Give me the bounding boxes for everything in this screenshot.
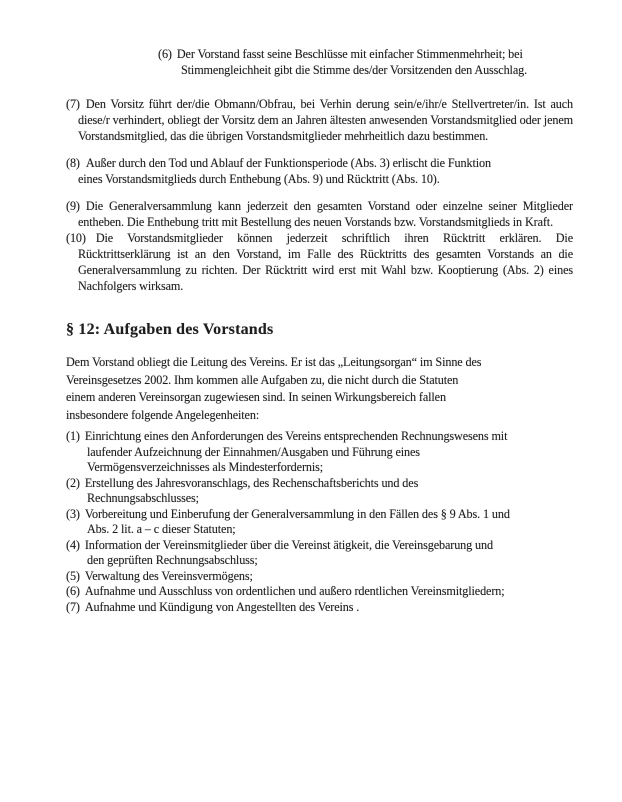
section-12-heading: § 12: Aufgaben des Vorstands [66,321,274,338]
clause-7 [66,96,573,144]
task-1-text: Einrichtung eines den Anforderungen des Vereins entsprechenden Rechnungswesens mit laufender Aufzeichnung der Einnahmen/Ausgaben und Führung eines Vermögensverzeichnisses als Mindesterfordernis; [84,429,508,474]
task-1-number: (1) [66,429,80,443]
task-3-number: (3) [66,506,80,521]
clause-9-number: (9) [66,199,80,213]
task-7 [66,600,573,616]
section-12-intro: Dem Vorstand obliegt die Leitung des Vereins. Er ist das „Leitungsorgan“ im Sinne des Vereinsgesetzes 2002. Ihm kommen alle Aufgaben zu, die nicht durch die Statuten einem anderen Vereinsorgan zugewiesen sind. In seinen Wirkungsbereich fallen insbesondere folgende Angelegenheiten: [66,355,482,422]
task-2-number: (2) [66,475,80,490]
task-6-text: Aufnahme und Ausschluss von ordentlichen und außero rdentlichen Vereinsmitgliedern; [84,584,505,598]
clause-8-text: Außer durch den Tod und Ablauf der Funktionsperiode (Abs. 3) erlischt die Funktion eines Vorstandsmitglieds durch Enthebung (Abs. 9) und Rücktritt (Abs. 10). [78,156,491,186]
task-4 [66,538,573,569]
clause-6 [158,46,573,78]
task-1 [66,429,573,476]
task-7-text: Aufnahme und Kündigung von Angestellten des Vereins . [84,599,360,614]
task-5-text: Verwaltung des Vereinsvermögens; [84,568,253,583]
task-6-number: (6) [66,584,80,598]
task-2-text: Erstellung des Jahresvoranschlags, des Rechenschaftsberichts und des Rechnungsabschlusses; [84,475,419,505]
task-7-number: (7) [66,599,80,614]
task-5 [66,569,573,585]
clause-7-text: Den Vorsitz führt der/die Obmann/Obfrau, bei Verhin derung sein/e/ihr/e Stellvertreter/in. Ist auch diese/r verhindert, obliegt der Vorsitz dem an Jahren ältesten anwesenden Vorstandsmitglied oder jenem Vorstandsmitglied, das die übrigen Vorstandsmitglieder mehrheitlich dazu bestimmen. [78,97,573,143]
clause-6-text: Der Vorstand fasst seine Beschlüsse mit einfacher Stimmenmehrheit; bei Stimmengleichheit gibt die Stimme des/der Vorsitzenden den Ausschlag. [176,47,528,77]
tasks-list [66,429,573,615]
task-5-number: (5) [66,568,80,583]
clause-9 [66,198,573,230]
clause-8-number: (8) [66,156,80,170]
clause-9-text: Die Generalversammlung kann jederzeit den gesamten Vorstand oder einzelne seiner Mitglieder entheben. Die Enthebung tritt mit Bestellung des neuen Vorstands bzw. Vorstandsmitglieds in Kraft. [78,199,573,229]
clause-7-number: (7) [66,97,80,111]
page-content [66,46,573,615]
clause-8 [66,155,573,187]
task-3 [66,507,573,538]
task-2 [66,476,573,507]
task-4-number: (4) [66,537,80,552]
task-3-text: Vorbereitung und Einberufung der Generalversammlung in den Fällen des § 9 Abs. 1 und Abs. 2 lit. a – c dieser Statuten; [84,506,510,536]
task-4-text: Information der Vereinsmitglieder über die Vereinst ätigkeit, die Vereinsgebarung und den geprüften Rechnungsabschluss; [84,537,493,567]
clause-10-number: (10) [66,231,86,245]
clause-10-text: Die Vorstandsmitglieder können jederzeit schriftlich ihren Rücktritt erklären. Die Rücktrittserklärung ist an den Vorstand, im Falle des Rücktritts des gesamten Vorstands an die Generalversammlung zu richten. Der Rücktritt wird erst mit Wahl bzw. Kooptierung (Abs. 2) eines Nachfolgers wirksam. [78,231,573,293]
task-6 [66,584,573,600]
clause-10 [66,230,573,294]
clause-6-number: (6) [158,47,172,61]
